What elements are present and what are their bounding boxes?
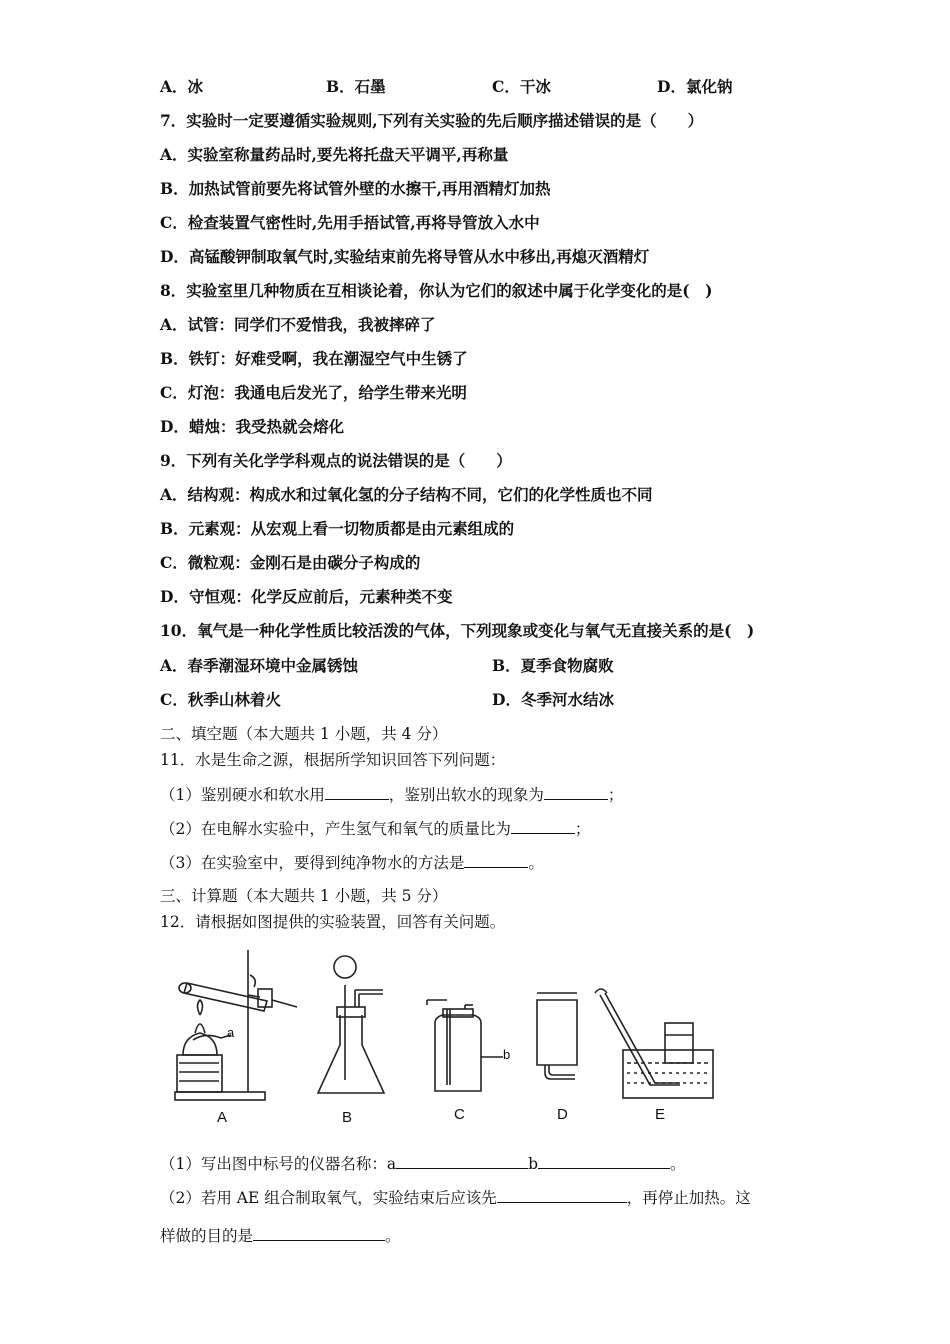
answer-blank[interactable] bbox=[396, 1153, 528, 1169]
q12-p2d: 。 bbox=[385, 1227, 401, 1245]
apparatus-drawing bbox=[165, 945, 740, 1130]
q8-option-d: D．蜡烛：我受热就会熔化 bbox=[160, 417, 344, 436]
q9-option-b: B．元素观：从宏观上看一切物质都是由元素组成的 bbox=[160, 519, 515, 538]
figure-label-a: A bbox=[217, 1109, 228, 1126]
q8-option-b: B．铁钉：好难受啊，我在潮湿空气中生锈了 bbox=[160, 349, 468, 368]
figure-label-c: C bbox=[454, 1106, 465, 1123]
q7-option-a: A．实验室称量药品时,要先将托盘天平调平,再称量 bbox=[160, 145, 509, 164]
q7-option-c: C．检查装置气密性时,先用手捂试管,再将导管放入水中 bbox=[160, 213, 540, 232]
q11-stem: 11．水是生命之源，根据所学知识回答下列问题： bbox=[160, 751, 506, 769]
lab-apparatus-figure bbox=[165, 945, 740, 1130]
q11-p1b: ，鉴别出软水的现象为 bbox=[388, 786, 544, 804]
q12-p1c: 。 bbox=[670, 1155, 686, 1173]
q12-p1a: （1）写出图中标号的仪器名称：a bbox=[160, 1155, 397, 1173]
q9-option-d: D．守恒观：化学反应前后，元素种类不变 bbox=[160, 587, 453, 606]
q7-option-d: D．高锰酸钾制取氧气时,实验结束前先将导管从水中移出,再熄灭酒精灯 bbox=[160, 247, 650, 266]
apparatus-b bbox=[318, 956, 384, 1093]
q10-option-b: B．夏季食物腐败 bbox=[492, 656, 614, 675]
q11-p3b: 。 bbox=[528, 854, 544, 872]
q10-option-d: D．冬季河水结冰 bbox=[492, 690, 614, 709]
mark-a-label: a bbox=[227, 1025, 235, 1040]
q11-p1c: ； bbox=[607, 786, 624, 804]
mark-b-label: b bbox=[503, 1047, 511, 1062]
figure-label-d: D bbox=[557, 1106, 568, 1123]
figure-label-e: E bbox=[655, 1106, 666, 1123]
answer-blank[interactable] bbox=[464, 852, 528, 868]
q12-p2c: 样做的目的是 bbox=[160, 1227, 254, 1245]
q8-option-a: A．试管：同学们不爱惜我，我被摔碎了 bbox=[160, 315, 436, 334]
q7-stem: 7．实验时一定要遵循实验规则,下列有关实验的先后顺序描述错误的是（ ） bbox=[160, 111, 704, 130]
q6-option-d: D．氯化钠 bbox=[657, 77, 733, 96]
q12-p1b: b bbox=[528, 1155, 539, 1173]
answer-blank[interactable] bbox=[538, 1153, 670, 1169]
section-fill-in-title: 二、填空题（本大题共 1 小题，共 4 分） bbox=[160, 725, 448, 743]
figure-label-b: B bbox=[342, 1109, 353, 1126]
apparatus-a bbox=[175, 950, 297, 1100]
q9-stem: 9．下列有关化学学科观点的说法错误的是（ ） bbox=[160, 451, 512, 470]
q11-p3a: （3）在实验室中，要得到纯净物水的方法是 bbox=[160, 854, 465, 872]
q12-part1 bbox=[160, 1153, 686, 1174]
answer-blank[interactable] bbox=[544, 784, 608, 800]
q12-part2-continued bbox=[160, 1225, 401, 1246]
q12-p2b: ，再停止加热。这 bbox=[626, 1189, 751, 1207]
answer-blank[interactable] bbox=[497, 1187, 627, 1203]
q10-stem: 10．氧气是一种化学性质比较活泼的气体，下列现象或变化与氧气无直接关系的是( ) bbox=[160, 621, 755, 640]
apparatus-d bbox=[537, 993, 577, 1079]
q7-option-b: B．加热试管前要先将试管外壁的水擦干,再用酒精灯加热 bbox=[160, 179, 551, 198]
q6-option-b: B．石墨 bbox=[326, 77, 386, 96]
answer-blank[interactable] bbox=[325, 784, 389, 800]
q9-option-a: A．结构观：构成水和过氧化氢的分子结构不同，它们的化学性质也不同 bbox=[160, 485, 653, 504]
apparatus-c bbox=[427, 1000, 503, 1091]
q11-part2 bbox=[160, 818, 590, 839]
q12-p2a: （2）若用 AE 组合制取氧气，实验结束后应该先 bbox=[160, 1189, 497, 1207]
q6-option-a: A．冰 bbox=[160, 77, 204, 96]
q8-stem: 8．实验室里几种物质在互相谈论着，你认为它们的叙述中属于化学变化的是( ) bbox=[160, 281, 713, 300]
q10-option-c: C．秋季山林着火 bbox=[160, 690, 281, 709]
q12-stem: 12．请根据如图提供的实验装置，回答有关问题。 bbox=[160, 913, 506, 931]
q11-part1 bbox=[160, 784, 623, 805]
apparatus-e bbox=[595, 989, 713, 1098]
answer-blank[interactable] bbox=[253, 1225, 385, 1241]
section-calculation-title: 三、计算题（本大题共 1 小题，共 5 分） bbox=[160, 887, 448, 905]
q11-p2b: ； bbox=[574, 820, 591, 838]
q8-option-c: C．灯泡：我通电后发光了，给学生带来光明 bbox=[160, 383, 467, 402]
q10-option-a: A．春季潮湿环境中金属锈蚀 bbox=[160, 656, 359, 675]
answer-blank[interactable] bbox=[511, 818, 575, 834]
q6-option-c: C．干冰 bbox=[492, 77, 551, 96]
q9-option-c: C．微粒观：金刚石是由碳分子构成的 bbox=[160, 553, 421, 572]
q11-part3 bbox=[160, 852, 544, 873]
q11-p1a: （1）鉴别硬水和软水用 bbox=[160, 786, 325, 804]
q11-p2a: （2）在电解水实验中，产生氢气和氧气的质量比为 bbox=[160, 820, 511, 838]
q12-part2 bbox=[160, 1187, 751, 1208]
